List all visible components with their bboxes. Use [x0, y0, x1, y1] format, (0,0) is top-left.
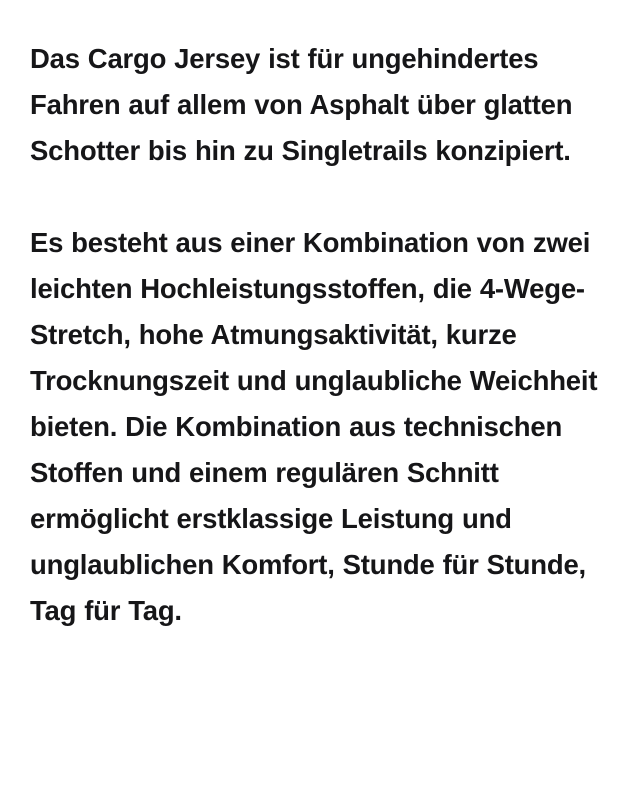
description-paragraph-details: Es besteht aus einer Kombination von zwei leichten Hochleistungsstoffen, die 4-Wege-Stretch, hohe Atmungsaktivität, kurze Trocknungszeit und unglaubliche Weichheit bieten. Die Kombination aus technischen Stoffen und einem regulären Schnitt ermöglicht erstklassige Leistung und unglaublichen Komfort, Stunde für Stunde, Tag für Tag. [30, 227, 598, 626]
description-paragraph-intro: Das Cargo Jersey ist für ungehindertes Fahren auf allem von Asphalt über glatten Schotter bis hin zu Singletrails konzipiert. [30, 43, 573, 166]
product-description-section [30, 36, 607, 634]
